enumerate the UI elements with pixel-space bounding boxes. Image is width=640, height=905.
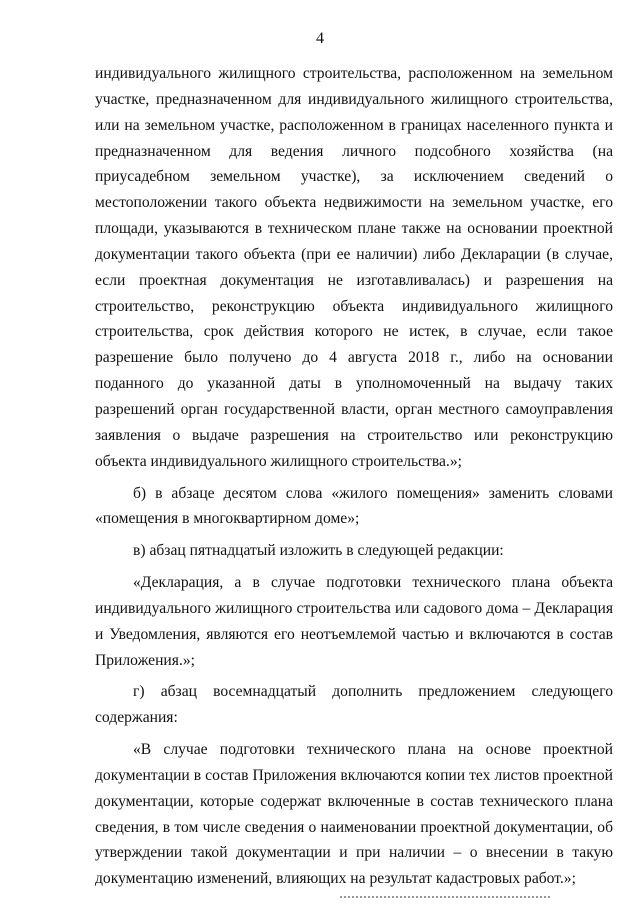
paragraph-item-v: в) абзац пятнадцатый изложить в следующей редакции: — [133, 542, 504, 560]
document-body — [95, 61, 613, 892]
scan-artifact — [340, 896, 550, 900]
paragraph-item-g: г) абзац восемнадцатый дополнить предложением следующего содержания: — [95, 683, 613, 727]
paragraph-declaration-quote: «Декларация, а в случае подготовки технического плана объекта индивидуального жилищного строительства или садового дома – Декларация и Уведомления, являются его неотъемлемой частью и включаются в состав Приложения.»; — [95, 574, 613, 669]
paragraph-project-docs-quote: «В случае подготовки технического плана на основе проектной документации в состав Приложения включаются копии тех листов проектной документации, которые содержат включенные в состав технического плана сведения, в том числе сведения о наименовании проектной документации, об утверждении такой документации и при наличии – о внесении в такую документацию изменений, влияющих на результат кадастровых работ.»; — [95, 741, 613, 888]
page-number: 4 — [316, 30, 324, 47]
paragraph-continuation: индивидуального жилищного строительства, расположенном на земельном участке, предназначенном для индивидуального жилищного строительства, или на земельном участке, расположенном в границах населенного пункта и предназначенном для ведения личного подсобного хозяйства (на приусадебном земельном участке), за исключением сведений о местоположении такого объекта недвижимости на земельном участке, его площади, указываются в техническом плане также на основании проектной документации такого объекта (при ее наличии) либо Декларации (в случае, если проектная документация не изготавливалась) и разрешения на строительство, реконструкцию объекта индивидуального жилищного строительства, срок действия которого не истек, в случае, если такое разрешение было получено до 4 августа 2018 г., либо на основании поданного до указанной даты в уполномоченный на выдачу таких разрешений орган государственной власти, орган местного самоуправления заявления о выдаче разрешения на строительство или реконструкцию объекта индивидуального жилищного строительства.»; — [95, 65, 613, 470]
paragraph-item-b: б) в абзаце десятом слова «жилого помещения» заменить словами «помещения в многоквартирном доме»; — [95, 484, 613, 528]
